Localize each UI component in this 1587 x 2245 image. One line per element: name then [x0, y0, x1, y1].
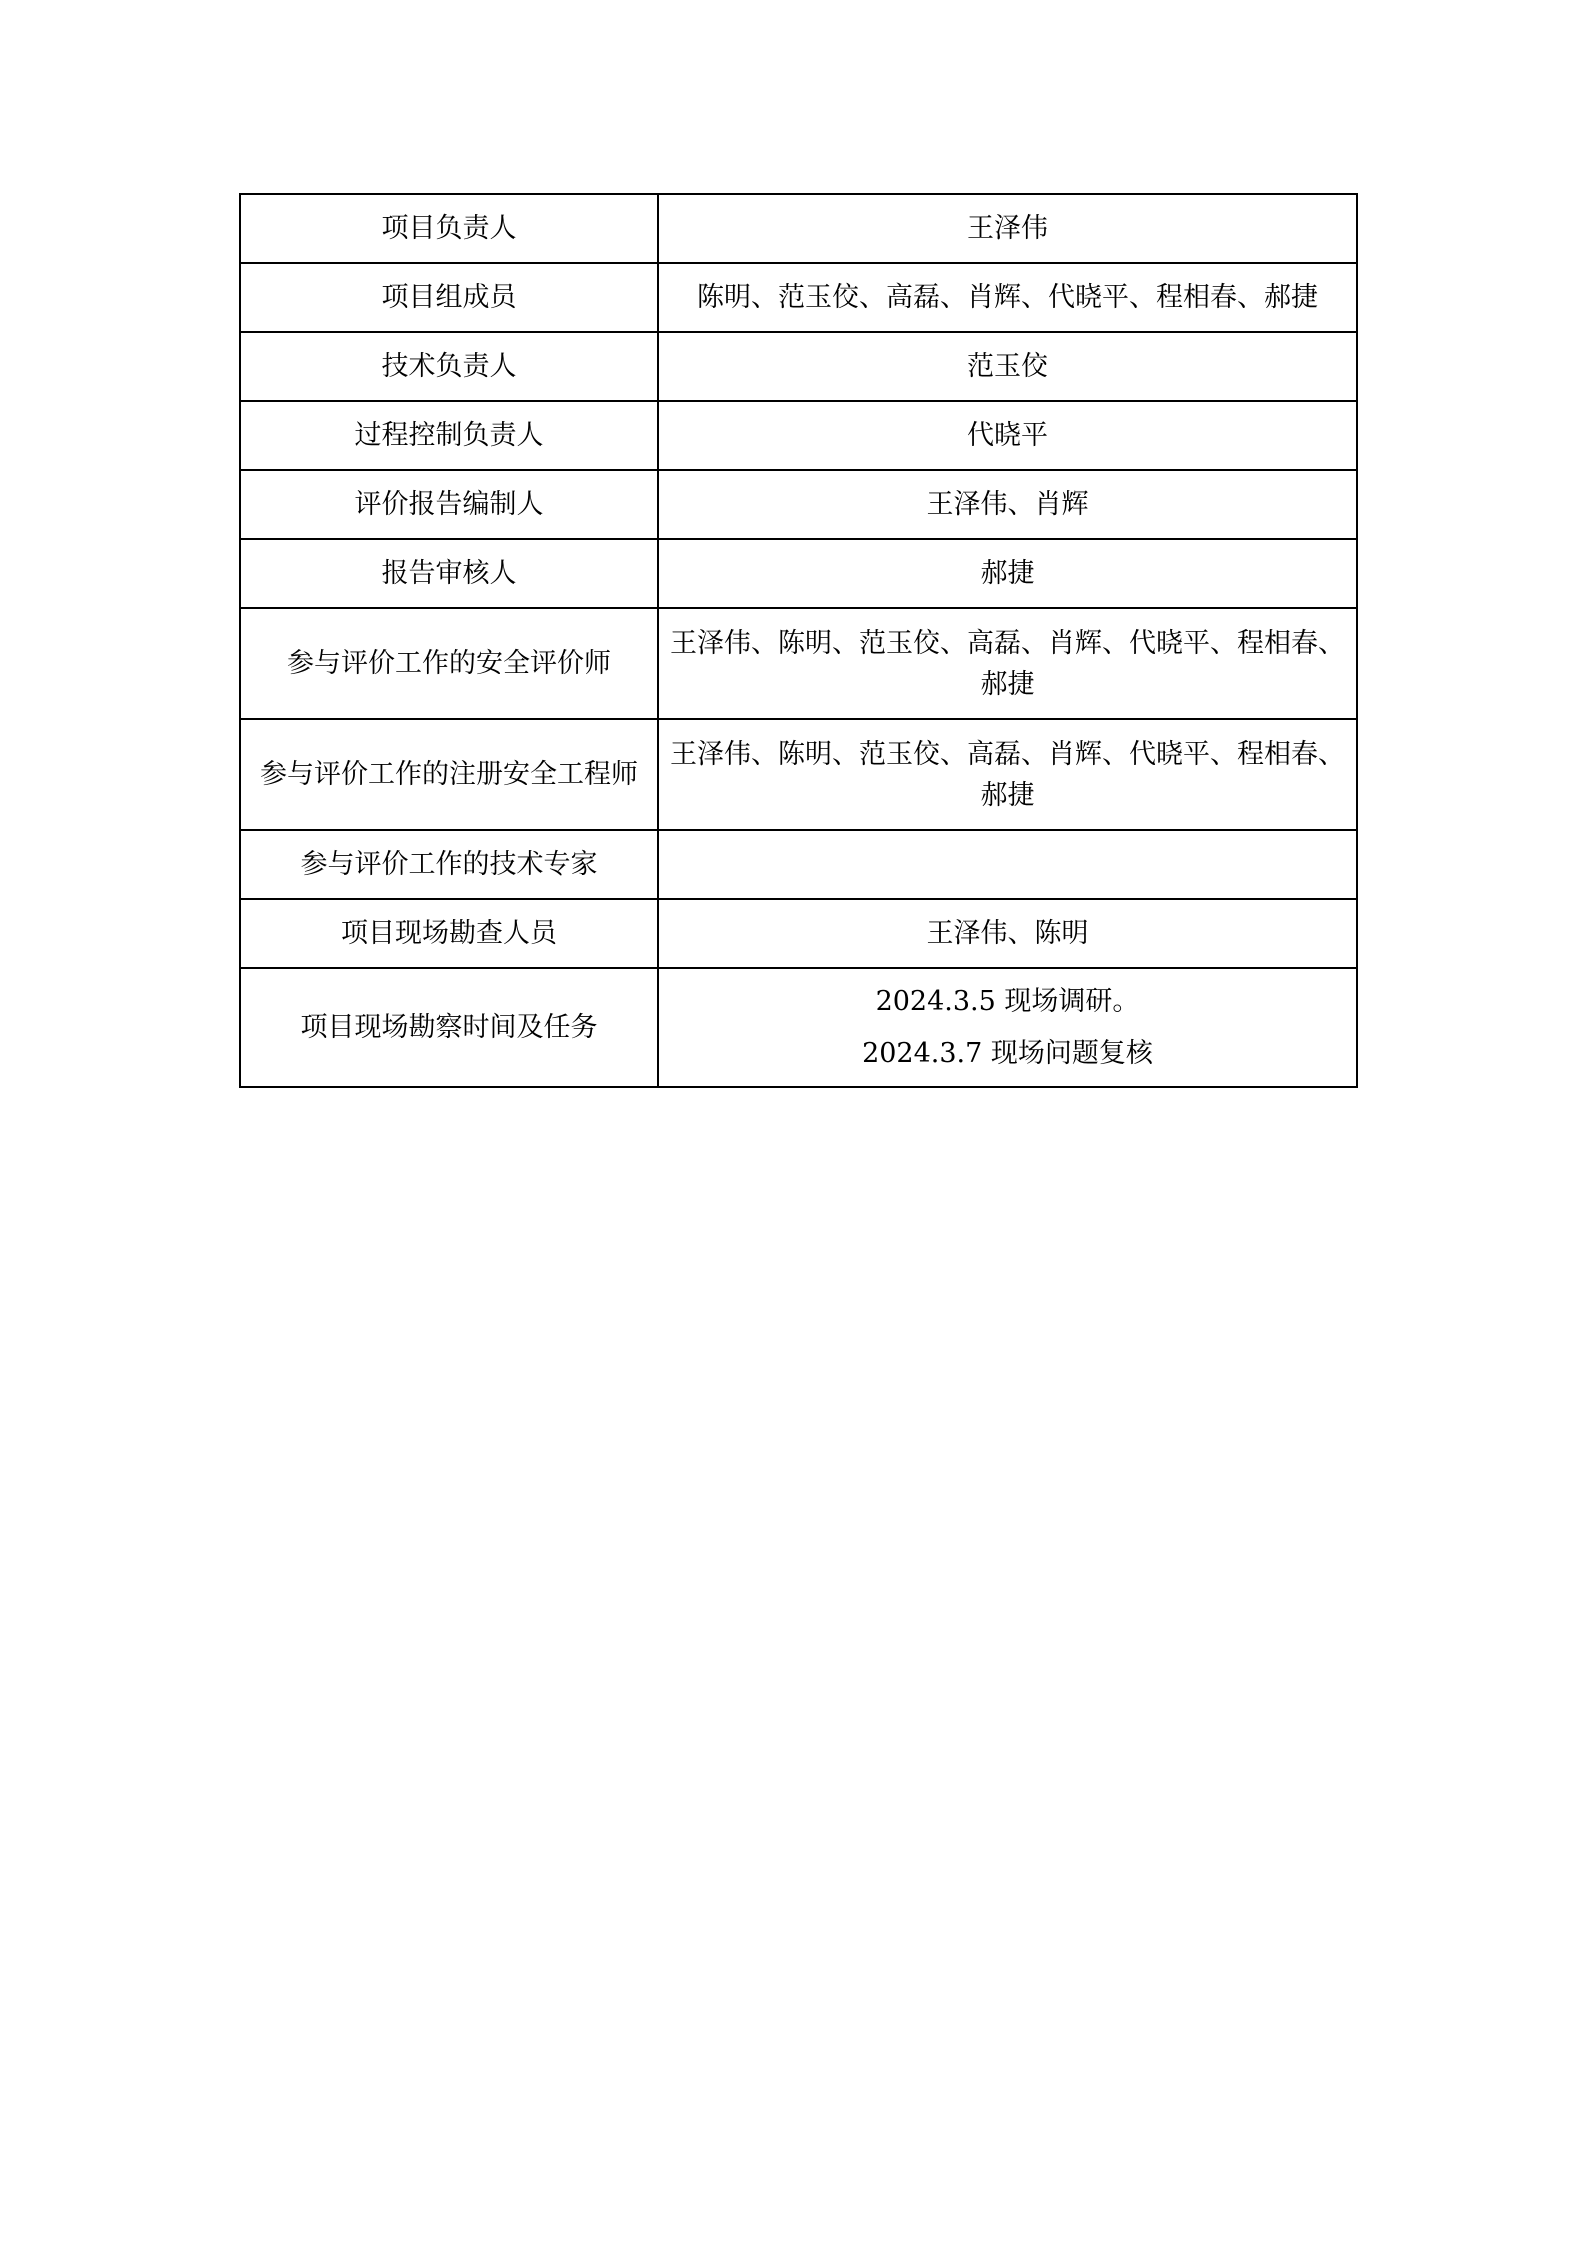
row-value-team-members: 陈明、范玉佼、高磊、肖辉、代晓平、程相春、郝捷: [658, 263, 1357, 332]
row-value-technical-leader: 范玉佼: [658, 332, 1357, 401]
registered-safety-engineers-text: 王泽伟、陈明、范玉佼、高磊、肖辉、代晓平、程相春、郝捷: [670, 738, 1345, 811]
table-row: [240, 608, 1357, 719]
row-label-technical-leader: 技术负责人: [240, 332, 658, 401]
row-label-survey-time-tasks: 项目现场勘察时间及任务: [240, 968, 658, 1087]
row-value-safety-assessors: [658, 608, 1357, 719]
row-value-registered-safety-engineers: [658, 719, 1357, 830]
row-value-site-survey-staff: 王泽伟、陈明: [658, 899, 1357, 968]
survey-task-2: 2024.3.7 现场问题复核: [862, 1037, 1153, 1069]
row-label-site-survey-staff: 项目现场勘查人员: [240, 899, 658, 968]
safety-assessors-text: 王泽伟、陈明、范玉佼、高磊、肖辉、代晓平、程相春、郝捷: [670, 627, 1345, 700]
survey-task-1: 2024.3.5 现场调研。: [875, 985, 1140, 1017]
table-row: [240, 968, 1357, 1087]
row-value-process-control-leader: 代晓平: [658, 401, 1357, 470]
table-row: [240, 401, 1357, 470]
project-personnel-table: [239, 193, 1358, 1088]
row-label-process-control-leader: 过程控制负责人: [240, 401, 658, 470]
table-row: [240, 830, 1357, 899]
row-value-report-author: 王泽伟、肖辉: [658, 470, 1357, 539]
table-row: [240, 899, 1357, 968]
table-row: [240, 719, 1357, 830]
row-label-technical-experts: 参与评价工作的技术专家: [240, 830, 658, 899]
row-value-survey-time-tasks: [658, 968, 1357, 1087]
row-value-report-reviewer: 郝捷: [658, 539, 1357, 608]
row-value-technical-experts: [658, 830, 1357, 899]
row-label-report-reviewer: 报告审核人: [240, 539, 658, 608]
row-label-team-members: 项目组成员: [240, 263, 658, 332]
row-label-project-leader: 项目负责人: [240, 194, 658, 263]
row-label-report-author: 评价报告编制人: [240, 470, 658, 539]
row-label-registered-safety-engineers: 参与评价工作的注册安全工程师: [240, 719, 658, 830]
row-value-project-leader: 王泽伟: [658, 194, 1357, 263]
table-row: [240, 263, 1357, 332]
table-row: [240, 539, 1357, 608]
table-row: [240, 194, 1357, 263]
row-label-safety-assessors: 参与评价工作的安全评价师: [240, 608, 658, 719]
table-row: [240, 470, 1357, 539]
table-row: [240, 332, 1357, 401]
